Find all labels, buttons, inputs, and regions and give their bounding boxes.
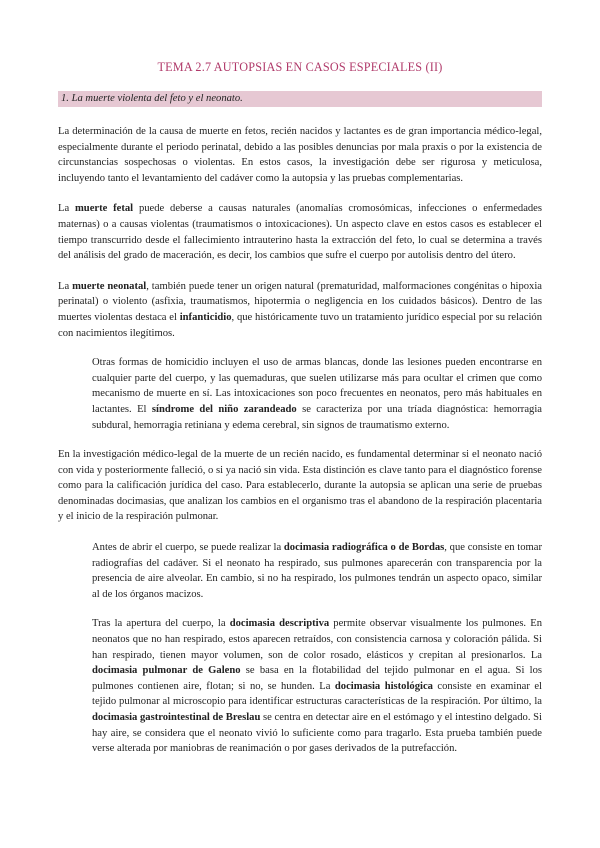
text-segment: se basa en la flotabilidad del tejido pulmonar en el agua. Si los pulmones contienen aire, flotan; si no, se hunden. La [92, 665, 542, 692]
term-docimasia-descriptiva: docimasia descriptiva [229, 618, 330, 630]
text-segment: Tras la apertura del cuerpo, la [92, 618, 230, 630]
text-segment: puede deberse a causas naturales (anomalías cromosómicas, infecciones o enfermedades maternas) o a causas violentas (traumatismos o intoxicaciones). Un aspecto clave en estos casos es establecer el tiempo transcurrido desde el fallecimiento intrauterino hasta la extracción del feto, lo cual se determina a través del análisis del grado de maceración, es decir, los cambios que sufre el cuerpo por autolisis dentro del útero. [58, 203, 543, 262]
text-segment: se centra en detectar aire en el estómago y el intestino delgado. Si hay aire, se considera que el neonato vivió lo suficiente como para tragarlo. Esta prueba también puede verse alterada por maniobras de reanimación o por gases derivados de la putrefacción. [92, 712, 543, 755]
text-segment: La [58, 280, 73, 292]
paragraph-docimasia-radiografica [92, 540, 542, 602]
text-segment: Otras formas de homicidio incluyen el uso de armas blancas, donde las lesiones pueden encontrarse en cualquier parte del cuerpo, y las quemaduras, que suelen utilizarse más para ocultar el crimen que como mecanismo de muerte en sí. Las intoxicaciones son poco frecuentes en neonatos, pero más habituales en lactantes. El [92, 357, 542, 415]
section-heading: 1. La muerte violenta del feto y el neonato. [58, 91, 542, 107]
term-muerte-neonatal: muerte neonatal [72, 280, 147, 292]
text-segment: consiste en examinar el tejido pulmonar al microscopio para identificar estructuras características de la respiración. Por último, la [92, 680, 543, 708]
term-sindrome-nino-zarandeado: síndrome del niño zarandeado [151, 403, 297, 415]
paragraph-muerte-neonatal [58, 279, 542, 341]
term-docimasia-galeno: docimasia pulmonar de Galeno [92, 665, 241, 677]
paragraph-docimasias [92, 616, 542, 756]
text-segment: , que históricamente tuvo un tratamiento jurídico especial por su relación con nacimientos ilegítimos. [58, 311, 542, 339]
term-infanticidio: infanticidio [179, 311, 232, 323]
document-title: TEMA 2.7 AUTOPSIAS EN CASOS ESPECIALES (II) [157, 60, 443, 74]
text-segment: Antes de abrir el cuerpo, se puede realizar la [92, 542, 284, 554]
text-segment: se caracteriza por una tríada diagnóstica: hemorragia subdural, hemorragia retiniana y edema cerebral, sin signos de traumatismo externo. [92, 403, 542, 431]
term-docimasia-radiografica: docimasia radiográfica o de Bordas [283, 542, 445, 554]
paragraph-muerte-fetal [58, 201, 542, 263]
text-segment: , que consiste en tomar radiografías del cadáver. Si el neonato ha respirado, sus pulmones aparecerán con transparencia por la presencia de aire alveolar. En cambio, si no ha respirado, los pulmones tendrán un aspecto opaco, similar al de los órganos macizos. [92, 542, 542, 600]
text-segment: La [58, 203, 75, 215]
term-docimasia-histologica: docimasia histológica [334, 680, 433, 692]
term-docimasia-breslau: docimasia gastrointestinal de Breslau [92, 712, 261, 723]
paragraph-investigacion: En la investigación médico-legal de la muerte de un recién nacido, es fundamental determinar si el neonato nació con vida y posteriormente falleció, o si ya nació sin vida. Esta distinción es clave tanto para el diagnóstico forense como para la calificación jurídica del caso. Para establecerlo, durante la autopsia se aplican una serie de pruebas denominadas docimasias, que analizan los cambios en el organismo tras el abandono de la respiración placentaria y el inicio de la respiración pulmonar. [58, 449, 542, 523]
text-segment: permite observar visualmente los pulmones. En neonatos que no han respirado, estos aparecen retraídos, con consistencia carnosa y coloración pálida. Si han respirado, tienen mayor volumen, son de color rosado, elásticos y crepitan al presionarlos. La [92, 618, 542, 661]
paragraph-otras-formas [92, 355, 542, 433]
text-segment: , también puede tener un origen natural (prematuridad, malformaciones congénitas o hipoxia perinatal) o violento (asfixia, traumatismos, hipotermia o negligencia en los cuidados básicos). Dentro de las muertes violentas destaca el [58, 280, 542, 323]
term-muerte-fetal: muerte fetal [74, 203, 134, 215]
paragraph-intro: La determinación de la causa de muerte en fetos, recién nacidos y lactantes es de gran importancia médico-legal, especialmente durante el periodo perinatal, debido a las posibles denuncias por mala praxis o por la existencia de circunstancias sospechosas o violentas. En estos casos, la investigación debe ser rigurosa y meticulosa, incluyendo tanto el levantamiento del cadáver como la autopsia y las pruebas complementarias. [58, 126, 542, 184]
